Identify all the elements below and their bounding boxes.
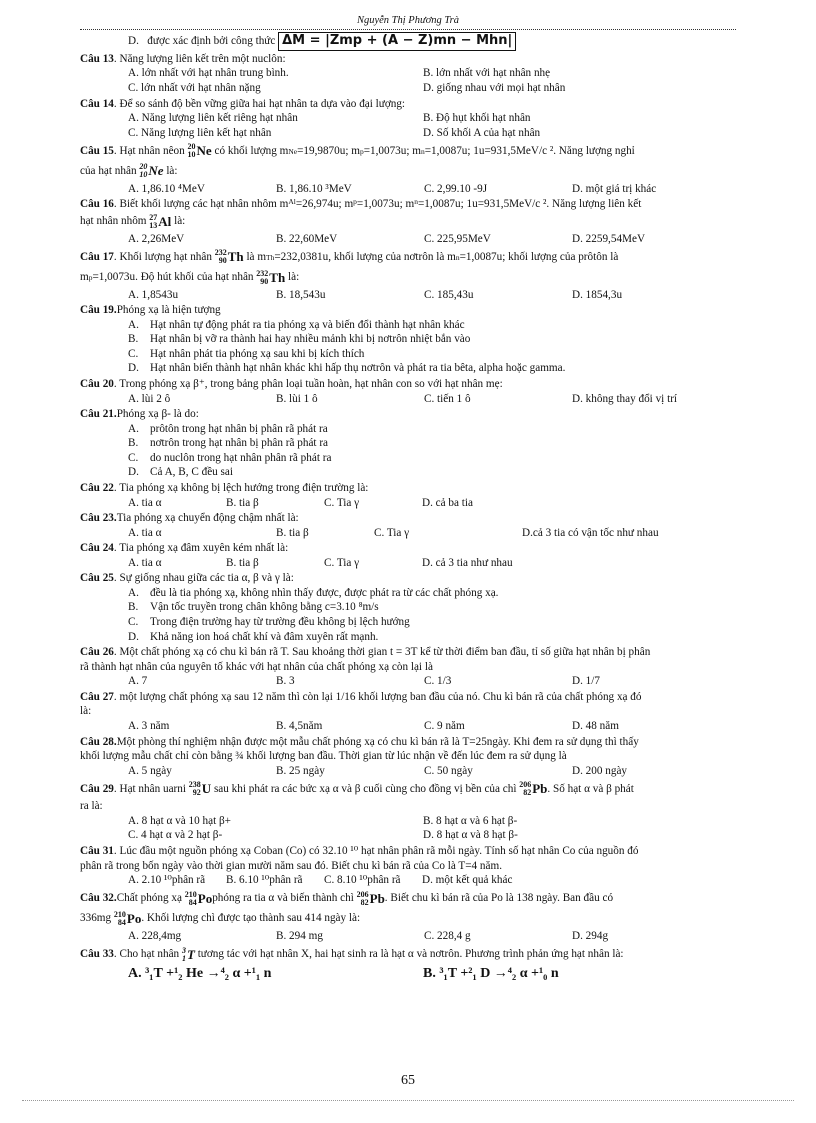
q14-options-2: C. Năng lượng liên kết hạt nhân D. Số khối A của hạt nhân [128, 126, 541, 139]
nuclide-al: 27 13 Al [149, 212, 172, 230]
question-19: Câu 19. Phóng xạ là hiện tượng [80, 304, 221, 317]
question-33: Câu 33 . Cho hạt nhân 3 1 T tương tác với hạt nhân X, hai hạt sinh ra là hạt α và nơtrôn. Phương trình phản ứng hạt nhân là: [80, 945, 758, 965]
question-29: Câu 29 . Hạt nhân uarni 238 92 U sau khi phát ra các bức xạ α và β cuối cùng cho đồng vị bền của chì 206 82 Pb . Số hạt α và β phát [80, 779, 758, 799]
question-27: Câu 27 . một lượng chất phóng xạ sau 12 năm thì còn lại 1/16 khối lượng ban đầu của nó. Chu kì bán rã của chất phóng xạ đó [80, 690, 642, 703]
question-15: Câu 15 . Hạt nhân nêon 20 10 Ne có khối lượng m Ne =19,9870u; m p =1,0073u; m n =1,0087u; 1u=931,5MeV/c ². Năng lượng nghỉ [80, 141, 758, 161]
q32-options: A. 228,4mg B. 294 mg C. 228,4 g D. 294g [128, 930, 609, 943]
nuclide-po-2: 210 84 Po [113, 909, 142, 927]
nuclide-ne: 20 10 Ne [187, 142, 212, 160]
q21-options: A. prôtôn trong hạt nhân bị phân rã phát ra B. nơtrôn trong hạt nhân bị phân rã phát ra C. do nuclôn trong hạt nhân phân rã phát ra D. Cả A, B, C đều sai [128, 422, 332, 479]
q20-options: A. lùi 2 ô B. lùi 1 ô C. tiến 1 ô D. không thay đổi vị trí [128, 392, 678, 405]
question-14: Câu 14 . Để so sánh độ bền vững giữa hai hạt nhân ta dựa vào đại lượng: [80, 97, 406, 110]
question-31: Câu 31 . Lúc đầu một nguồn phóng xạ Coban (Co) có 32.10 ¹⁰ hạt nhân phân rã mỗi ngày. Tính số hạt nhân Co của nguồn đó [80, 845, 639, 858]
q29-options-1: A. 8 hạt α và 10 hạt β+ B. 8 hạt α và 6 hạt β- [128, 814, 518, 827]
page-number: 65 [401, 1073, 415, 1088]
q31-options: A. 2.10 ¹⁰phân rã B. 6.10 ¹⁰phân rã C. 8.10 ¹⁰phân rã D. một kết quả khác [128, 874, 513, 887]
q25-options: A. đều là tia phóng xạ, không nhìn thấy được, được phát ra từ các chất phóng xạ. B. Vận tốc truyền trong chân không bằng c=3.10 ⁸m/s C. Trong điện trường hay từ trường đều không bị lệch hướng D. Khả năng ion hoá chất khí và đâm xuyên rất mạnh. [128, 586, 499, 643]
question-25: Câu 25 . Sự giống nhau giữa các tia α, β và γ là: [80, 572, 294, 585]
question-13: Câu 13 . Năng lượng liên kết trên một nuclôn: [80, 52, 286, 65]
question-32: Câu 32. Chất phóng xạ 210 84 Po phóng ra tia α và biến thành chì 206 82 Pb . Biết chu kì bán rã của Po là 138 ngày. Ban đầu có [80, 889, 758, 909]
q19-options: A. Hạt nhân tự động phát ra tia phóng xạ và biến đổi thành hạt nhân khác B. Hạt nhân bị vỡ ra thành hai hay nhiều mảnh khi bị nơtrôn nhiệt bắn vào C. Hạt nhân phát tia phóng xạ sau khi bị kích thích D. Hạt nhân biến thành hạt nhân khác khi hấp thụ nơtrôn và phát ra tia bêta, alpha hoặc gamma. [128, 318, 566, 375]
q15-options: A. 1,86.10 ⁴MeV B. 1,86.10 ³MeV C. 2,99.10 -9J D. một giá trị khác [128, 182, 657, 195]
q29-options-2: C. 4 hạt α và 2 hạt β- D. 8 hạt α và 8 hạt β- [128, 829, 518, 842]
mass-defect-formula: ΔM = |Zmp + (A − Z)mn − Mhn| [278, 32, 516, 51]
q13-options-1: A. lớn nhất với hạt nhân trung bình. B. lớn nhất với hạt nhân nhẹ [128, 67, 551, 80]
nuclide-pb-2: 206 82 Pb [356, 889, 385, 907]
question-26: Câu 26 . Một chất phóng xạ có chu kì bán rã T. Sau khoảng thời gian t = 3T kể từ thời điểm ban đầu, tỉ số giữa hạt nhân bị phân [80, 646, 651, 659]
footer-rule [22, 1100, 794, 1101]
q28-options: A. 5 ngày B. 25 ngày C. 50 ngày D. 200 ngày [128, 764, 627, 777]
nuclide-th-2: 232 90 Th [256, 268, 286, 286]
q26-options: A. 7 B. 3 C. 1/3 D. 1/7 [128, 675, 600, 688]
nuclide-th: 232 90 Th [214, 248, 244, 266]
q22-options: A. tia α B. tia β C. Tia γ D. cả ba tia [128, 496, 473, 509]
question-21: Câu 21. Phóng xạ β- là do: [80, 408, 199, 421]
q14-options-1: A. Năng lượng liên kết riêng hạt nhân B. Độ hụt khối hạt nhân [128, 112, 531, 125]
question-17-cont: m p =1,0073u. Độ hút khối của hạt nhân 232 90 Th là: [80, 268, 758, 288]
nuclide-u: 238 92 U [188, 780, 212, 798]
question-22: Câu 22 . Tia phóng xạ không bị lệch hướng trong điện trường là: [80, 481, 369, 494]
content: D. được xác định bởi công thức ΔM = |Zmp + (A − Z)mn − Mhn| Câu 13 . Năng lượng liên kết trên một nuclôn: A. lớn nhất với hạt nhân trung bình. B. lớn nhất với hạt nhân nhẹ C. lớn nhất với hạt nhân nặng D. giống nhau với mọi hạt nhân Câu 14 . Để so sánh độ bền vững giữa hai hạt nhân ta dựa vào đại lượng: A. Năng lượng liên kết riêng hạt nhân B. Độ hụt khối hạt nhân C. Năng lượng liên kết hạt nhân D. Số khối A của hạt nhân Câu 15 . Hạt nhân nêon 20 10 Ne có khối lượng m Ne =19,9870u; m p =1,0073u; m n =1,0087u; 1u=931,5MeV/c ². Năng lượng nghỉ của hạt nhân 20 10 Ne là: A. 1,86.10 ⁴MeV B. 1,86.10 ³MeV C. 2,99.10 -9J D. một giá trị khác Câu 16 . Biết khối lượng các hạt nhân nhôm m Al =26,974u; m p =1,0073u; m n =1,0087u; 1u=931,5MeV/c ². Năng lượng liên kết hạt nhân nhôm 27 13 Al là: A. 2,26MeV B. 22,60MeV C. 225,95MeV D. 2259,54MeV Câu 17 . Khối lượng hạt nhân 232 90 Th là m Th =232,0381u, khối lượng của nơtrôn là m n =1,0087u; khối lượng của prôtôn là m p =1,0073u. Độ hút khối của hạt nhân 232 90 Th là: A. 1,8543u B. 18,543u C. 185,43u D. 1854,3u Câu 19. Phóng xạ là hiện tượng A. Hạt nhân tự động phát ra tia phóng xạ và biến đổi thành hạt nhân khác B. Hạt nhân bị vỡ ra thành hai hay nhiều mảnh khi bị nơtrôn nhiệt bắn vào C. Hạt nhân phát tia phóng xạ sau khi bị kích thích D. Hạt nhân biến thành hạt nhân khác khi hấp thụ nơtrôn và phát ra tia bêta, alpha hoặc gamma. Câu 20 . Trong phóng xạ β⁺, trong bảng phân loại tuần hoàn, hạt nhân con so với hạt nhân mẹ: A. lùi 2 ô B. lùi 1 ô C. tiến 1 ô D. không thay đổi vị trí Câu 21. Phóng xạ β- là do: A. prôtôn trong hạt nhân bị phân rã phát ra B. nơtrôn trong hạt nhân bị phân rã phát ra C. do nuclôn trong hạt nhân phân rã phát ra D. Cả A, B, C đều sai Câu 22 . Tia phóng xạ không bị lệch hướng trong điện trường là: A. tia α B. tia β C. Tia γ D. cả ba tia Câu 23. Tia phóng xạ chuyển động chậm nhất là: A. tia α B. tia β C. Tia γ D.cả 3 tia có vận tốc như nhau Câu 24 . Tia phóng xạ đâm xuyên kém nhất là: A. tia α B. tia β C. Tia γ D. cả 3 tia như nhau Câu 25 . Sự giống nhau giữa các tia α, β và γ là: A. đều là tia phóng xạ, không nhìn thấy được, được phát ra từ các chất phóng xạ. B. Vận tốc truyền trong chân không bằng c=3.10 ⁸m/s C. Trong điện trường hay từ trường đều không bị lệch hướng D. Khả năng ion hoá chất khí và đâm xuyên rất mạnh. Câu 26 . Một chất phóng xạ có chu kì bán rã T. Sau khoảng thời gian t = 3T kể từ thời điểm ban đầu, tỉ số giữa hạt nhân bị phân rã thành hạt nhân của nguyên tố khác với hạt nhân của chất phóng xạ còn lại là A. 7 B. 3 C. 1/3 D. 1/7 Câu 27 . một lượng chất phóng xạ sau 12 năm thì còn lại 1/16 khối lượng ban đầu của nó. Chu kì bán rã của chất phóng xạ đó là: A. 3 năm B. 4,5năm C. 9 năm D. 48 năm Câu 28. Một phòng thí nghiệm nhận được một mẫu chất phóng xạ có chu kì bán rã là T=25ngày. Khi đem ra sử dụng thì thấy khối lượng mẫu chất chỉ còn bằng ¾ khối lượng ban đầu. Thời gian từ lúc nhận về đến lúc đem ra sử dụng là A. 5 ngày B. 25 ngày C. 50 ngày D. 200 ngày Câu 29 . Hạt nhân uarni 238 92 U sau khi phát ra các bức xạ α và β cuối cùng cho đồng vị bền của chì 206 82 Pb . Số hạt α và β phát ra là: A. 8 hạt α và 10 hạt β+ B. 8 hạt α và 6 hạt β- C. 4 hạt α và 2 hạt β- D. 8 hạt α và 8 hạt β- Câu 31 . Lúc đầu một nguồn phóng xạ Coban (Co) có 32.10 ¹⁰ hạt nhân phân rã mỗi ngày. Tính số hạt nhân Co của nguồn đó phân rã trong bốn ngày vào thời gian mười năm sau đó. Biết chu kì bán rã của Co là T=4 năm. A. 2.10 ¹⁰phân rã B. 6.10 ¹⁰phân rã C. 8.10 ¹⁰phân rã D. một kết quả khác Câu 32. Chất phóng xạ 210 84 Po phóng ra tia α và biến thành chì 206 82 Pb . Biết chu kì bán rã của Po là 138 ngày. Ban đầu có 336mg 210 84 Po . Khối lượng chì được tạo thành sau 414 ngày là: A. 228,4mg B. 294 mg C. 228,4 g D. 294g Câu 33 . Cho hạt nhân 3 1 T tương tác với hạt nhân X, hai hạt sinh ra là hạt α và nơtrôn. Phương trình phản ứng hạt nhân là: A. ³₁T +¹₂ He →⁴₂ α +¹₁ n B. ³₁T +²₁ D →⁴₂ α +¹₀ n [80, 32, 758, 983]
nuclide-ne-2: 20 10 Ne [139, 162, 164, 180]
question-23: Câu 23. Tia phóng xạ chuyển động chậm nhất là: [80, 512, 299, 525]
q27-options: A. 3 năm B. 4,5năm C. 9 năm D. 48 năm [128, 719, 619, 732]
option-d-formula: D. được xác định bởi công thức ΔM = |Zmp + (A − Z)mn − Mhn| [80, 32, 758, 51]
q17-options: A. 1,8543u B. 18,543u C. 185,43u D. 1854,3u [128, 288, 623, 301]
nuclide-t: 3 1 T [181, 945, 195, 963]
page-header: Nguyễn Thị Phương Trà [80, 14, 736, 30]
question-15-cont: của hạt nhân 20 10 Ne là: [80, 161, 758, 181]
q33-options: A. ³₁T +¹₂ He →⁴₂ α +¹₁ n B. ³₁T +²₁ D →⁴₂ α +¹₀ n [128, 965, 559, 981]
q16-options: A. 2,26MeV B. 22,60MeV C. 225,95MeV D. 2259,54MeV [128, 232, 646, 245]
question-28: Câu 28. Một phòng thí nghiệm nhận được một mẫu chất phóng xạ có chu kì bán rã là T=25ngày. Khi đem ra sử dụng thì thấy [80, 735, 639, 748]
q23-options: A. tia α B. tia β C. Tia γ D.cả 3 tia có vận tốc như nhau [128, 526, 659, 539]
question-24: Câu 24 . Tia phóng xạ đâm xuyên kém nhất là: [80, 542, 289, 555]
q13-options-2: C. lớn nhất với hạt nhân nặng D. giống nhau với mọi hạt nhân [128, 82, 566, 95]
nuclide-pb: 206 82 Pb [519, 780, 548, 798]
question-16-cont: hạt nhân nhôm 27 13 Al là: [80, 212, 758, 232]
q24-options: A. tia α B. tia β C. Tia γ D. cả 3 tia như nhau [128, 556, 513, 569]
nuclide-po: 210 84 Po [184, 889, 213, 907]
question-17: Câu 17 . Khối lượng hạt nhân 232 90 Th là m Th =232,0381u, khối lượng của nơtrôn là m n =1,0087u; khối lượng của prôtôn là [80, 247, 758, 267]
question-16: Câu 16 . Biết khối lượng các hạt nhân nhôm m Al =26,974u; m p =1,0073u; m n =1,0087u; 1u=931,5MeV/c ². Năng lượng liên kết [80, 197, 642, 211]
question-20: Câu 20 . Trong phóng xạ β⁺, trong bảng phân loại tuần hoàn, hạt nhân con so với hạt nhân mẹ: [80, 378, 503, 391]
